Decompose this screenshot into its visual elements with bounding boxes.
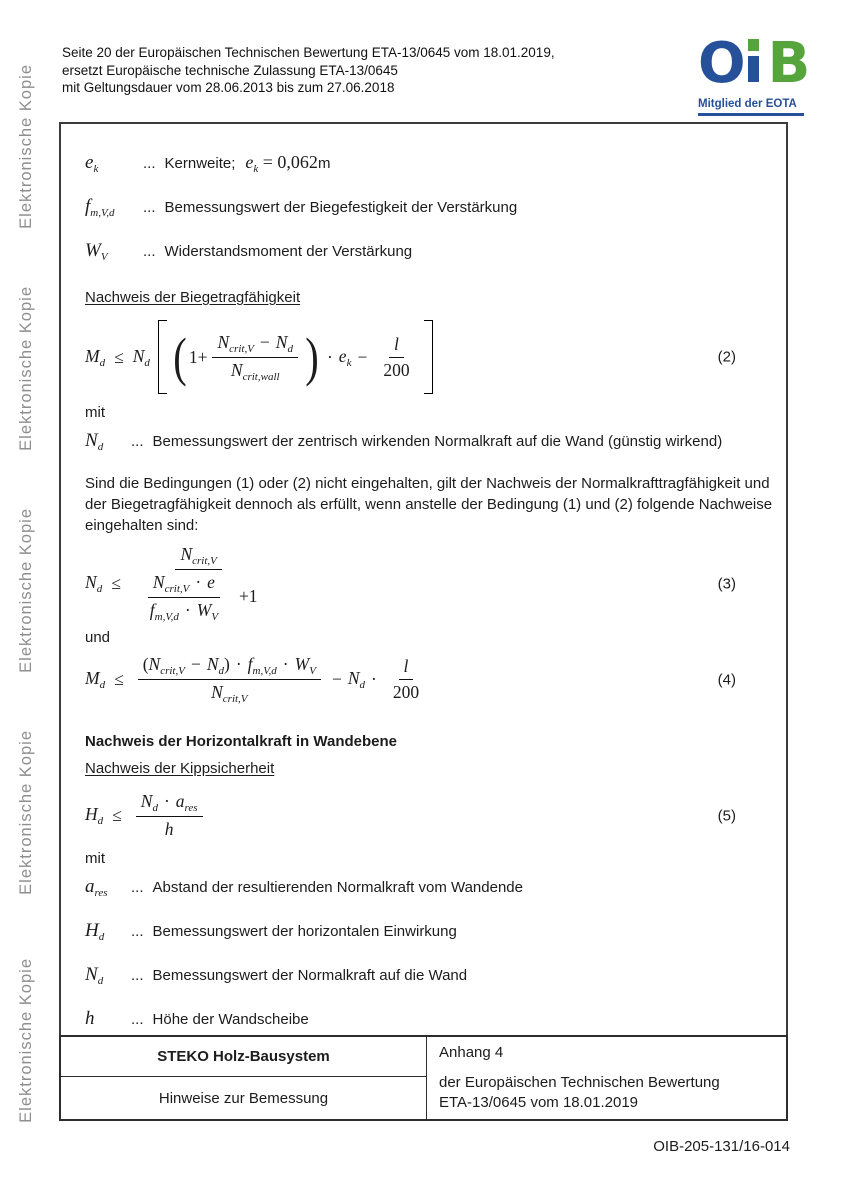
fraction: $\frac{N_{crit,V} - N_d}{N_{crit,wall}}$ — [212, 332, 298, 383]
dot-operator: · — [371, 669, 377, 689]
definition-nd2 — [85, 963, 786, 993]
formula-5: $H_d$ ≤ $\frac{N_d \cdot a_{res}}{h}$ (5) — [85, 791, 736, 839]
watermark-elektronische-kopie: Elektronische Kopie — [16, 64, 35, 229]
ellipsis: ... — [131, 1011, 144, 1028]
minus-operator: − — [331, 669, 342, 689]
formula-3: $N_d$ ≤ $N_{crit,V}$ $\frac{N_{crit,V} \cdot e}{f_{m,V,d} \cdot W_V}$ +1 (3) — [85, 544, 736, 623]
equation-number: (4) — [717, 671, 736, 688]
math-symbol: f — [85, 196, 91, 217]
logo-letter-o: O — [698, 31, 743, 96]
math-subscript: res — [94, 887, 108, 899]
inner-fraction: $\frac{N_{crit,V} \cdot e}{f_{m,V,d} \cdot W_V}$ — [149, 572, 219, 623]
definition-text: Höhe der Wandscheibe — [152, 1011, 309, 1028]
logo-i-stem — [748, 56, 759, 82]
relation-leq: ≤ — [111, 573, 121, 593]
fraction: $\frac{(N_{crit,V} - N_d) \cdot f_{m,V,d} \cdot W_V}{N_{crit,V}}$ — [138, 654, 321, 705]
body-paragraph: Sind die Bedingungen (1) oder (2) nicht eingehalten, gilt der Nachweis der Normalkrafttragfähigkeit und der Biegetragfähigkeit dennoch als erfüllt, wenn anstelle der Bedingung (1) und (2) folgende Nachweise eingehalten sind: — [85, 475, 773, 534]
footer-cell-anhang — [427, 1037, 786, 1119]
definition-text: Bemessungswert der Biegefestigkeit der Verstärkung — [164, 199, 518, 216]
anhang-label: Anhang 4 — [439, 1044, 504, 1061]
heading-biegetragfaehigkeit: Nachweis der Biegetragfähigkeit — [85, 289, 301, 306]
definition-text: Bemessungswert der Normalkraft auf die Wand — [152, 967, 468, 984]
definition-hd — [85, 919, 786, 949]
word-mit: mit — [85, 404, 105, 421]
definition-text: Bemessungswert der horizontalen Einwirkung — [152, 923, 457, 940]
footer-cell-hinweise: Hinweise zur Bemessung — [61, 1077, 427, 1119]
anhang-line-3: ETA-13/0645 vom 18.01.2019 — [439, 1093, 639, 1111]
ellipsis: ... — [143, 199, 156, 216]
header-line-1: Seite 20 der Europäischen Technischen Bewertung ETA-13/0645 vom 18.01.2019, — [62, 45, 555, 60]
relation-leq: ≤ — [114, 669, 124, 689]
footer-table — [59, 1035, 788, 1121]
ellipsis: ... — [131, 879, 144, 896]
ellipsis: ... — [131, 967, 144, 984]
oib-logo — [698, 31, 810, 116]
math-subscript: d — [97, 441, 104, 453]
header-line-3: mit Geltungsdauer vom 28.06.2013 bis zum 27.06.2018 — [62, 80, 395, 95]
math-subscript: d — [97, 975, 104, 987]
fraction: $\frac{l}{200}$ — [392, 656, 420, 702]
math-symbol: H — [85, 920, 99, 941]
definition-wv — [85, 239, 786, 269]
watermark-elektronische-kopie: Elektronische Kopie — [16, 508, 35, 673]
formula-2: $M_d$ ≤ $N_d$ ( 1+ $\frac{N_{crit,V} - N_d}{N_{crit,wall}}$ ) · $e_k$ − $\frac{l}{200}$ (2) — [85, 320, 786, 394]
math-symbol: h — [85, 1008, 95, 1029]
page-header — [62, 44, 555, 97]
equation-number: (3) — [717, 575, 736, 592]
definition-text: Abstand der resultierenden Normalkraft vom Wandende — [152, 879, 523, 896]
heading-kippsicherheit: Nachweis der Kippsicherheit — [85, 760, 275, 777]
logo-letter-b: B — [767, 31, 808, 96]
footer-cell-system: STEKO Holz-Bausystem — [61, 1037, 427, 1077]
fraction: $N_{crit,V}$ $\frac{N_{crit,V} \cdot e}{f_{m,V,d} \cdot W_V}$ +1 — [135, 544, 263, 623]
relation-leq: ≤ — [112, 805, 122, 825]
math-subscript: d — [98, 931, 105, 943]
logo-rule — [698, 113, 804, 116]
definition-ares — [85, 875, 786, 905]
fraction: $\frac{l}{200}$ — [383, 333, 410, 380]
document-content-box — [59, 122, 788, 1035]
left-square-bracket — [158, 320, 167, 394]
one-plus: 1+ — [188, 346, 208, 367]
formula-4: $M_d$ ≤ $\frac{(N_{crit,V} - N_d) \cdot f_{m,V,d} \cdot W_V}{N_{crit,V}}$ − $N_d$ · $\frac{l}{200}$ (4) — [85, 654, 736, 705]
definition-h — [85, 1007, 786, 1037]
equation-number: (5) — [717, 807, 736, 824]
definition-text: Kernweite; — [164, 155, 236, 172]
ellipsis: ... — [131, 433, 144, 450]
oib-logo-letters — [698, 31, 810, 96]
word-mit: mit — [85, 850, 105, 867]
left-parenthesis: ( — [173, 327, 187, 387]
ellipsis: ... — [143, 243, 156, 260]
math-symbol: e — [85, 152, 94, 173]
logo-tagline: Mitglied der EOTA — [698, 98, 797, 110]
right-square-bracket — [424, 320, 433, 394]
heading-horizontalkraft: Nachweis der Horizontalkraft in Wandebene — [85, 733, 398, 750]
ellipsis: ... — [143, 155, 156, 172]
word-und: und — [85, 629, 111, 646]
ek-value: $e_k = 0,062m$ — [245, 152, 331, 175]
math-subscript: m,V,d — [90, 207, 115, 219]
watermark-elektronische-kopie: Elektronische Kopie — [16, 958, 35, 1123]
plus-one: +1 — [238, 586, 258, 607]
anhang-line-2: der Europäischen Technischen Bewertung — [439, 1074, 720, 1091]
logo-i-dot — [748, 39, 759, 51]
right-parenthesis: ) — [305, 327, 319, 387]
math-subscript: V — [100, 251, 108, 263]
math-subscript: k — [93, 163, 99, 175]
document-number: OIB-205-131/16-014 — [653, 1138, 790, 1155]
definition-text: Bemessungswert der zentrisch wirkenden Normalkraft auf die Wand (günstig wirkend) — [152, 433, 723, 450]
watermark-elektronische-kopie: Elektronische Kopie — [16, 730, 35, 895]
relation-leq: ≤ — [114, 346, 124, 367]
definition-nd — [85, 429, 786, 459]
math-symbol: N — [85, 964, 98, 985]
logo-letter-i — [748, 39, 759, 82]
ellipsis: ... — [131, 923, 144, 940]
math-symbol: W — [85, 240, 101, 261]
definition-text: Widerstandsmoment der Verstärkung — [164, 243, 413, 260]
equation-number: (2) — [717, 348, 736, 366]
definition-fmvd — [85, 195, 786, 225]
watermark-elektronische-kopie: Elektronische Kopie — [16, 286, 35, 451]
minus-operator: − — [357, 346, 368, 367]
math-symbol: a — [85, 876, 95, 897]
definition-ek — [85, 150, 786, 181]
dot-operator: · — [326, 346, 333, 367]
header-line-2: ersetzt Europäische technische Zulassung ETA-13/0645 — [62, 62, 398, 78]
math-symbol: N — [85, 430, 98, 451]
fraction: $\frac{N_d \cdot a_{res}}{h}$ — [136, 791, 203, 840]
